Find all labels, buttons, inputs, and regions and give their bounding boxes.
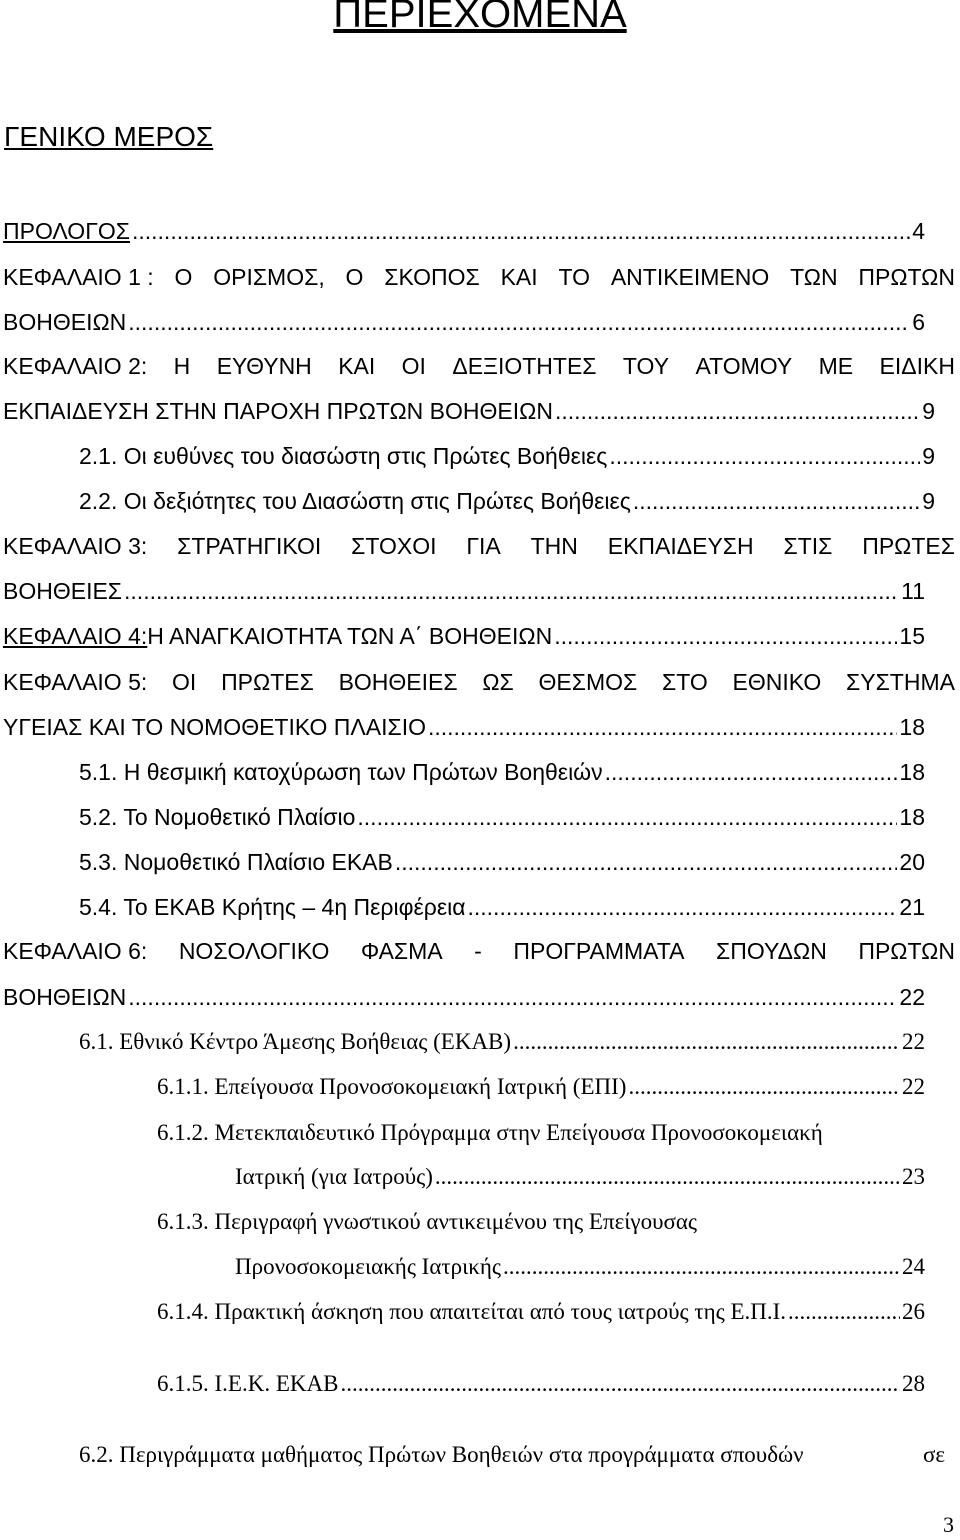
- leader-dots: [132, 216, 910, 246]
- leader-dots: [128, 307, 910, 337]
- heading-word: ΤΟΥ: [622, 353, 670, 379]
- heading-word: ΘΕΣΜΟΣ: [538, 669, 638, 695]
- toc-entry-6-1-1[interactable]: [157, 1072, 925, 1102]
- page-number: 3: [943, 1512, 954, 1537]
- toc-entry-5-1[interactable]: [79, 757, 925, 787]
- leader-dots: [357, 802, 897, 832]
- toc-page: 26: [902, 1299, 925, 1324]
- toc-entry-2-1[interactable]: [79, 441, 935, 471]
- toc-label: 2.2. Οι δεξιότητες του Διασώστη στις Πρώτες Βοήθειες: [79, 488, 631, 514]
- heading-word: ΦΑΣΜΑ: [360, 938, 443, 964]
- leader-dots: [435, 1162, 900, 1192]
- toc-label: 2.1. Οι ευθύνες του διασώστη στις Πρώτες Βοήθειες: [79, 443, 608, 469]
- toc-page: 28: [902, 1371, 925, 1396]
- heading-word: ΕΘΝΙΚΟ: [732, 669, 822, 695]
- toc-label: ΒΟΗΘΕΙΕΣ: [3, 578, 123, 604]
- chapter-prefix: ΚΕΦΑΛΑΙΟ 5:: [3, 669, 148, 695]
- heading-word: ΣΤΙΣ: [783, 533, 833, 559]
- toc-label: ΠΡΟΛΟΓΟΣ: [3, 218, 130, 244]
- toc-entry-ch6-line1[interactable]: [3, 936, 955, 966]
- heading-word: ΣΥΣΤΗΜΑ: [846, 669, 955, 695]
- toc-entry-6-1-4[interactable]: [157, 1297, 925, 1327]
- leader-dots: [124, 576, 899, 606]
- heading-word: ΩΣ: [482, 669, 514, 695]
- heading-word: ΤΟ: [558, 264, 590, 290]
- heading-word: ΚΑΙ: [500, 264, 538, 290]
- toc-entry-6-1[interactable]: [79, 1027, 925, 1057]
- leader-dots: [554, 621, 897, 651]
- leader-dots: [513, 1027, 900, 1057]
- toc-entry-6-1-5[interactable]: [157, 1369, 925, 1399]
- toc-entry-6-1-3-line2[interactable]: [235, 1252, 925, 1282]
- heading-word: ΠΡΩΤΩΝ: [858, 938, 955, 964]
- toc-entry-5-3[interactable]: [79, 847, 925, 877]
- toc-label: ΕΚΠΑΙΔΕΥΣΗ ΣΤΗΝ ΠΑΡΟΧΗ ΠΡΩΤΩΝ ΒΟΗΘΕΙΩΝ: [3, 398, 553, 424]
- section-heading: ΓΕΝΙΚΟ ΜΕΡΟΣ: [4, 121, 214, 152]
- chapter-prefix: ΚΕΦΑΛΑΙΟ 6:: [3, 938, 148, 964]
- toc-page: 22: [902, 1074, 925, 1099]
- heading-word: -: [474, 938, 482, 964]
- toc-page: 20: [899, 849, 925, 875]
- toc-page: 23: [902, 1164, 925, 1189]
- heading-word: ΑΤΟΜΟΥ: [695, 353, 793, 379]
- heading-word: ΠΡΩΤΕΣ: [862, 533, 955, 559]
- chapter-prefix: ΚΕΦΑΛΑΙΟ 4:: [3, 623, 148, 649]
- chapter-prefix: ΚΕΦΑΛΑΙΟ 1 :: [3, 264, 154, 290]
- toc-entry-ch5-line2[interactable]: [3, 712, 925, 742]
- toc-page: 4: [912, 218, 925, 244]
- toc-entry-ch5-line1[interactable]: [3, 667, 955, 697]
- leader-dots: [555, 396, 920, 426]
- toc-entry-ch3-line2[interactable]: [3, 576, 925, 606]
- heading-word: ΣΤΟ: [662, 669, 708, 695]
- heading-word: ΣΠΟΥΔΩΝ: [716, 938, 827, 964]
- page-title: ΠΕΡΙΕΧΟΜΕΝΑ: [333, 0, 627, 36]
- heading-word: ΔΕΞΙΟΤΗΤΕΣ: [452, 353, 597, 379]
- toc-label: 6.1.1. Επείγουσα Προνοσοκομειακή Ιατρική (ΕΠΙ): [157, 1074, 627, 1099]
- toc-page: 22: [899, 984, 925, 1010]
- heading-word: ΕΚΠΑΙΔΕΥΣΗ: [607, 533, 754, 559]
- toc-page: 18: [899, 759, 925, 785]
- heading-word: ΑΝΤΙΚΕΙΜΕΝΟ: [610, 264, 770, 290]
- toc-label: 5.4. Το ΕΚΑΒ Κρήτης – 4η Περιφέρεια: [79, 894, 466, 920]
- toc-entry-5-4[interactable]: [79, 892, 925, 922]
- toc-label: 6.1.2. Μετεκπαιδευτικό Πρόγραμμα στην Επείγουσα Προνοσοκομειακή: [157, 1120, 823, 1145]
- heading-word: Ο: [345, 264, 364, 290]
- heading-word: ΠΡΩΤΕΣ: [221, 669, 314, 695]
- toc-entry-6-1-3-line1[interactable]: [157, 1207, 925, 1237]
- leader-dots: [128, 982, 897, 1012]
- toc-entry-ch4[interactable]: [3, 621, 925, 651]
- toc-label: ΒΟΗΘΕΙΩΝ: [3, 309, 127, 335]
- leader-dots: [395, 847, 898, 877]
- toc-entry-prologue[interactable]: [3, 216, 925, 246]
- toc-page: 9: [922, 488, 935, 514]
- heading-word: ΣΤΟΧΟΙ: [351, 533, 437, 559]
- toc-page: 22: [902, 1029, 925, 1054]
- toc-label: ΒΟΗΘΕΙΩΝ: [3, 984, 127, 1010]
- leader-dots: [633, 486, 920, 516]
- heading-word: ΒΟΗΘΕΙΕΣ: [338, 669, 458, 695]
- toc-page: 9: [922, 443, 935, 469]
- toc-entry-ch6-line2[interactable]: [3, 982, 925, 1012]
- toc-label: Προνοσοκομειακής Ιατρικής: [235, 1254, 502, 1279]
- chapter-prefix: ΚΕΦΑΛΑΙΟ 3:: [3, 533, 148, 559]
- toc-label: 6.1.4. Πρακτική άσκηση που απαιτείται από τους ιατρούς της Ε.Π.Ι.: [157, 1299, 787, 1324]
- toc-label: 5.1. Η θεσμική κατοχύρωση των Πρώτων Βοηθειών: [79, 759, 603, 785]
- toc-entry-6-1-2-line2[interactable]: [235, 1162, 925, 1192]
- leader-dots: [628, 1072, 900, 1102]
- toc-page: 24: [902, 1254, 925, 1279]
- leader-dots: [788, 1297, 900, 1327]
- leader-dots: [428, 712, 897, 742]
- toc-entry-ch2-line1[interactable]: [3, 351, 955, 381]
- toc-entry-6-1-2-line1[interactable]: [157, 1118, 925, 1148]
- toc-entry-6-2[interactable]: [79, 1440, 945, 1470]
- heading-word: Η: [173, 353, 191, 379]
- toc-page: 15: [899, 623, 925, 649]
- heading-word: ΕΙΔΙΚΗ: [879, 353, 955, 379]
- heading-word: ΠΡΟΓΡΑΜΜΑΤΑ: [513, 938, 685, 964]
- leader-dots: [605, 757, 898, 787]
- heading-word: ΠΡΩΤΩΝ: [858, 264, 955, 290]
- toc-label: ΥΓΕΙΑΣ ΚΑΙ ΤΟ ΝΟΜΟΘΕΤΙΚΟ ΠΛΑΙΣΙΟ: [3, 714, 426, 740]
- heading-word: ΟΙ: [172, 669, 197, 695]
- toc-page: 21: [899, 894, 925, 920]
- toc-entry-2-2[interactable]: [79, 486, 935, 516]
- toc-page: 18: [899, 714, 925, 740]
- toc-page: 11: [901, 578, 925, 604]
- heading-word: ΟΙ: [401, 353, 426, 379]
- toc-label-tail: σε: [922, 1442, 945, 1467]
- leader-dots: [340, 1369, 900, 1399]
- leader-dots: [609, 441, 920, 471]
- toc-entry-ch3-line1[interactable]: [3, 531, 955, 561]
- heading-word: ΤΩΝ: [790, 264, 838, 290]
- toc-label: Ιατρική (για Ιατρούς): [235, 1164, 433, 1189]
- toc-label: 6.2. Περιγράμματα μαθήματος Πρώτων Βοηθειών στα προγράμματα σπουδών: [79, 1442, 804, 1467]
- toc-page: 6: [912, 309, 925, 335]
- toc-label: 6.1.5. Ι.Ε.Κ. ΕΚΑΒ: [157, 1371, 339, 1396]
- toc-page: 9: [922, 398, 935, 424]
- toc-entry-ch1-line1[interactable]: [3, 262, 955, 292]
- toc-label: 6.1. Εθνικό Κέντρο Άμεσης Βοήθειας (ΕΚΑΒ): [79, 1029, 512, 1054]
- heading-word: ΤΗΝ: [530, 533, 578, 559]
- toc-page: 18: [899, 804, 925, 830]
- toc-label: Η ΑΝΑΓΚΑΙΟΤΗΤΑ ΤΩΝ Α΄ ΒΟΗΘΕΙΩΝ: [147, 623, 553, 649]
- toc-entry-ch1-line2[interactable]: [3, 307, 925, 337]
- heading-word: ΚΑΙ: [338, 353, 376, 379]
- heading-word: ΣΚΟΠΟΣ: [384, 264, 480, 290]
- heading-word: ΟΡΙΣΜΟΣ,: [213, 264, 325, 290]
- heading-word: Ο: [174, 264, 193, 290]
- toc-label: 5.3. Νομοθετικό Πλαίσιο ΕΚΑΒ: [79, 849, 393, 875]
- leader-dots: [468, 892, 898, 922]
- toc-label: 5.2. Το Νομοθετικό Πλαίσιο: [79, 804, 356, 830]
- toc-label: 6.1.3. Περιγραφή γνωστικού αντικειμένου της Επείγουσας: [157, 1209, 698, 1234]
- heading-word: ΓΙΑ: [466, 533, 501, 559]
- leader-dots: [503, 1252, 900, 1282]
- heading-word: ΝΟΣΟΛΟΓΙΚΟ: [178, 938, 330, 964]
- toc-entry-ch2-line2[interactable]: [3, 396, 935, 426]
- heading-word: ΜΕ: [818, 353, 854, 379]
- chapter-prefix: ΚΕΦΑΛΑΙΟ 2:: [3, 353, 148, 379]
- heading-word: ΕΥΘΥΝΗ: [216, 353, 312, 379]
- heading-word: ΣΤΡΑΤΗΓΙΚΟΙ: [177, 533, 322, 559]
- toc-entry-5-2[interactable]: [79, 802, 925, 832]
